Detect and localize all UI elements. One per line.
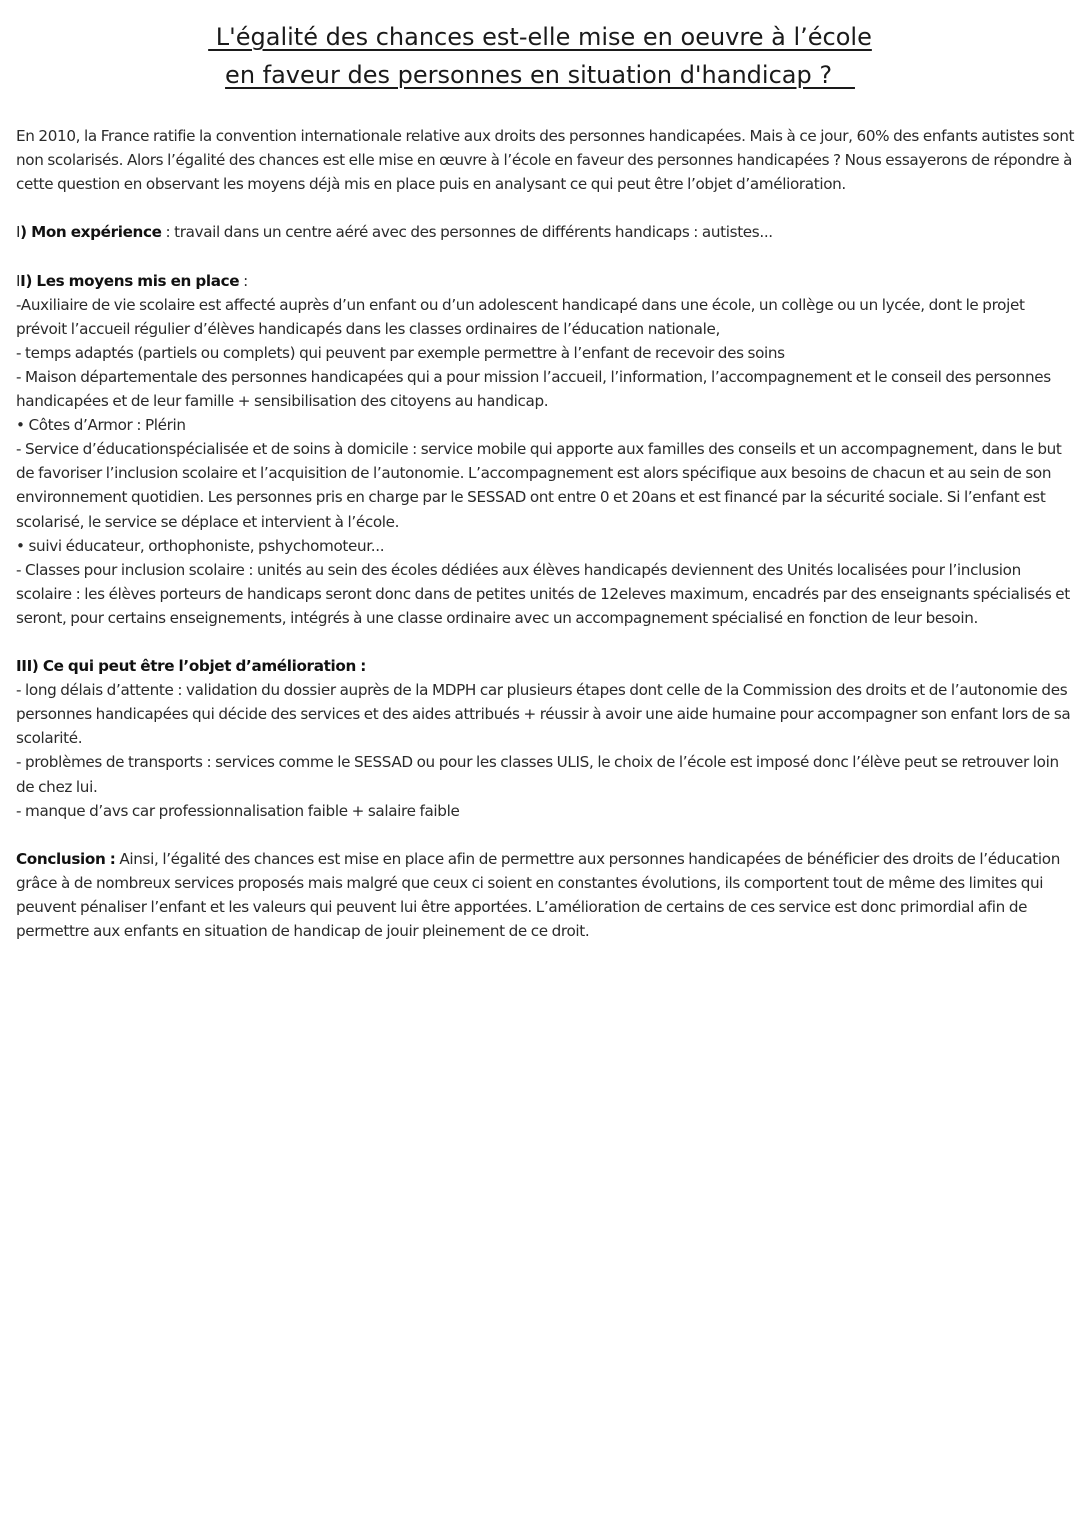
section-2-heading-sep: :: [239, 271, 248, 290]
paragraph-gap: [16, 823, 1076, 847]
document-body: [16, 124, 1076, 943]
section-2-item: - Classes pour inclusion scolaire : unités au sein des écoles dédiées aux élèves handicapés deviennent des Unités localisées pour l’inclusion scolaire : les élèves porteurs de handicaps seront donc dans de petites unités de 12eleves maximum, encadrés par des enseignants spécialisés et seront, pour certains enseignements, intégrés à une classe ordinaire avec un accompagnement spécialisé en fonction de leur besoin.: [16, 560, 1070, 627]
section-3-item: - long délais d’attente : validation du dossier auprès de la MDPH car plusieurs étapes dont celle de la Commission des droits et de l’autonomie des personnes handicapées qui décide des services et des aides attribués + réussir à avoir une aide humaine pour accompagner son enfant lors de sa scolarité.: [16, 681, 1071, 748]
title-line-1: L'égalité des chances est-elle mise en oeuvre à l’école: [208, 23, 872, 51]
section-1-heading: ) Mon expérience: [20, 223, 162, 242]
paragraph-gap: [16, 244, 1076, 268]
section-2-item: • Côtes d’Armor : Plérin: [16, 416, 186, 435]
section-1-prefix: I: [16, 223, 21, 242]
section-2-item: - temps adaptés (partiels ou complets) qui peuvent par exemple permettre à l’enfant de recevoir des soins: [16, 343, 785, 362]
section-3-item: - manque d’avs car professionnalisation faible + salaire faible: [16, 801, 460, 820]
paragraph-gap: [16, 196, 1076, 220]
section-3-heading: III) Ce qui peut être l’objet d’amélioration :: [16, 657, 366, 676]
section-2-heading-line: [16, 269, 1076, 293]
conclusion-heading: Conclusion :: [16, 849, 116, 868]
section-3-item: - problèmes de transports : services comme le SESSAD ou pour les classes ULIS, le choix de l’école est imposé donc l’élève peut se retrouver loin de chez lui.: [16, 753, 1059, 796]
paragraph-gap: [16, 630, 1076, 654]
conclusion-text: Ainsi, l’égalité des chances est mise en place afin de permettre aux personnes handicapées de bénéficier des droits de l’éducation grâce à de nombreux services proposés mais malgré que ceux ci soient en constantes évolutions, ils comportent tout de même des limites qui peuvent pénaliser l’enfant et les valeurs qui peuvent lui être apportées. L’amélioration de certains de ces service est donc primordial afin de permettre aux enfants en situation de handicap de jouir pleinement de ce droit.: [16, 849, 1060, 941]
section-2-item: -Auxiliaire de vie scolaire est affecté auprès d’un enfant ou d’un adolescent handicapé dans une école, un collège ou un lycée, dont le projet prévoit l’accueil régulier d’élèves handicapés dans les classes ordinaires de l’éducation nationale,: [16, 295, 1025, 338]
section-1-paragraph: [16, 220, 1076, 244]
title-line-2: en faveur des personnes en situation d'handicap ?: [225, 61, 855, 89]
section-1-text: : travail dans un centre aéré avec des personnes de différents handicaps : autistes...: [161, 223, 773, 242]
section-2-item: - Maison départementale des personnes handicapées qui a pour mission l’accueil, l’information, l’accompagnement et le conseil des personnes handicapées et de leur famille + sensibilisation des citoyens au handicap.: [16, 367, 1051, 411]
section-2-item: - Service d’éducationspécialisée et de soins à domicile : service mobile qui apporte aux familles des conseils et un accompagnement, dans le but de favoriser l’inclusion scolaire et l’acquisition de l’autonomie. L’accompagnement est alors spécifique aux besoins de chacun et au sein de son environnement quotidien. Les personnes pris en charge par le SESSAD ont entre 0 et 20ans et est financé par la sécurité sociale. Si l’enfant est scolarisé, le service se déplace et intervient à l’école.: [16, 440, 1062, 531]
section-2-item: • suivi éducateur, orthophoniste, pshychomoteur...: [16, 536, 385, 555]
section-2-heading: I) Les moyens mis en place: [20, 271, 240, 290]
document-title: [0, 18, 1080, 94]
conclusion-paragraph: [16, 847, 1076, 943]
intro-paragraph: En 2010, la France ratifie la convention internationale relative aux droits des personnes handicapées. Mais à ce jour, 60% des enfants autistes sont non scolarisés. Alors l’égalité des chances est elle mise en œuvre à l’école en faveur des personnes handicapées ? Nous essayerons de répondre à cette question en observant les moyens déjà mis en place puis en analysant ce qui peut être l’objet d’amélioration.: [16, 127, 1075, 194]
section-2-prefix: I: [16, 271, 21, 290]
